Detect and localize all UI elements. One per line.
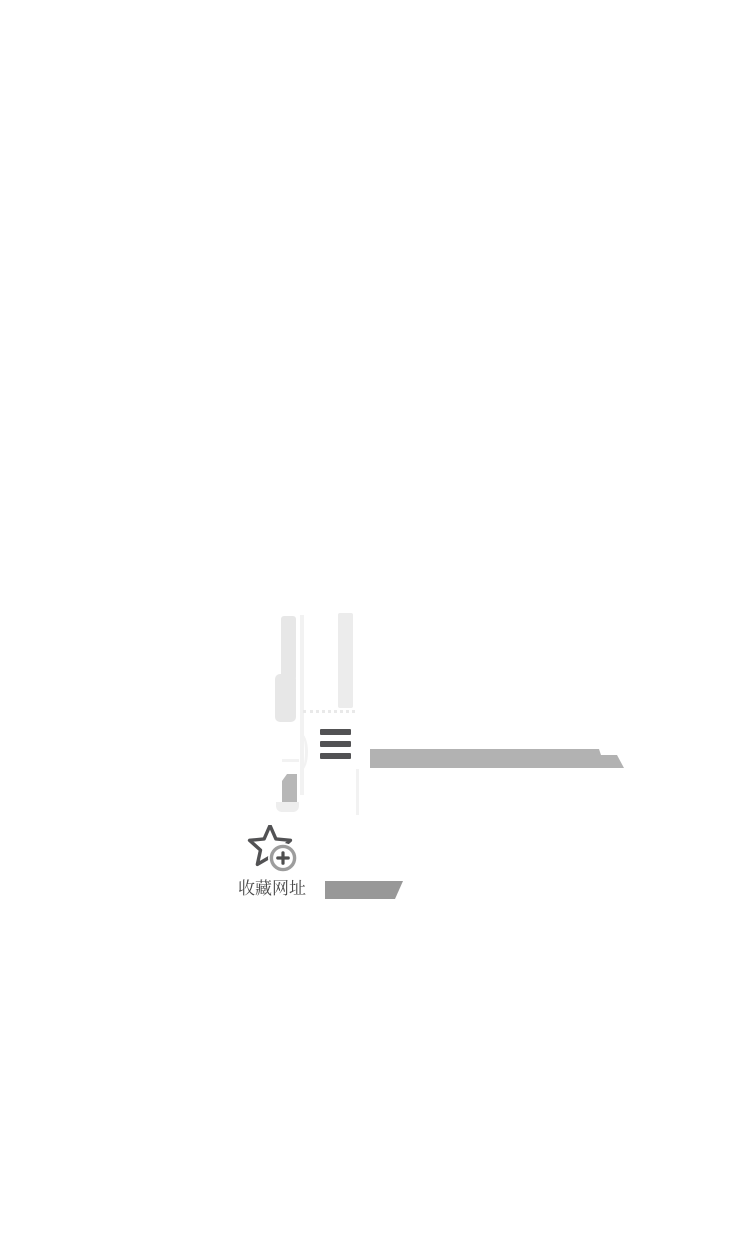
skeleton-block-footer xyxy=(276,802,299,812)
skeleton-squiggle xyxy=(293,733,308,771)
skeleton-bar-left-bottom xyxy=(275,674,296,722)
menu-icon-line xyxy=(320,729,351,735)
menu-icon[interactable] xyxy=(320,729,351,759)
skeleton-faint-line xyxy=(282,759,299,762)
star-plus-icon xyxy=(245,825,300,873)
menu-icon-line xyxy=(320,753,351,759)
skeleton-hairline-right xyxy=(356,769,359,815)
skeleton-bar-left-top xyxy=(281,616,296,680)
bookmark-site-label: 收藏网址 xyxy=(238,879,306,898)
bookmark-site-button[interactable] xyxy=(232,820,312,904)
skeleton-bar-small xyxy=(325,881,403,899)
skeleton-block-mid-gray xyxy=(282,774,297,803)
skeleton-bar-center xyxy=(338,613,353,708)
menu-icon-line xyxy=(320,741,351,747)
skeleton-dotted-row xyxy=(303,710,355,713)
skeleton-bar-wide xyxy=(370,749,624,768)
